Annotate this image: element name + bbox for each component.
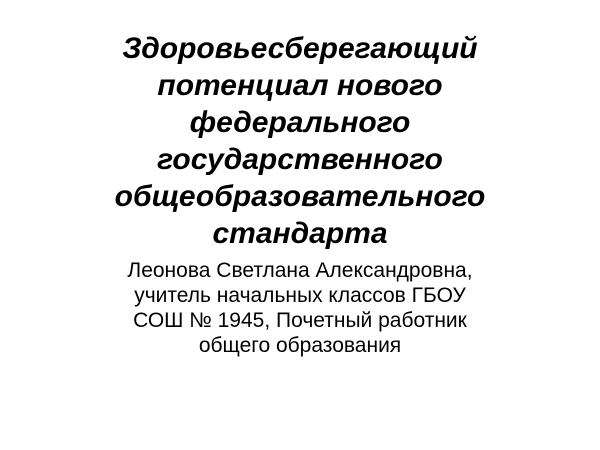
slide-title-line: государственного	[157, 143, 443, 176]
slide-title-line: общеобразовательного	[114, 180, 486, 213]
slide-subtitle-line: Леонова Светлана Александровна,	[127, 259, 473, 282]
slide-title	[40, 30, 560, 252]
slide-subtitle-line: учитель начальных классов ГБОУ	[134, 284, 466, 307]
slide-subtitle	[50, 258, 550, 358]
slide-title-line: потенциал нового	[157, 69, 443, 102]
slide-subtitle-line: СОШ № 1945, Почетный работник	[133, 309, 467, 332]
slide-title-line: стандарта	[212, 217, 388, 250]
slide-title-line: федерального	[189, 106, 411, 139]
slide-title-line: Здоровьесберегающий	[122, 32, 478, 65]
slide-subtitle-line: общего образования	[198, 334, 402, 357]
